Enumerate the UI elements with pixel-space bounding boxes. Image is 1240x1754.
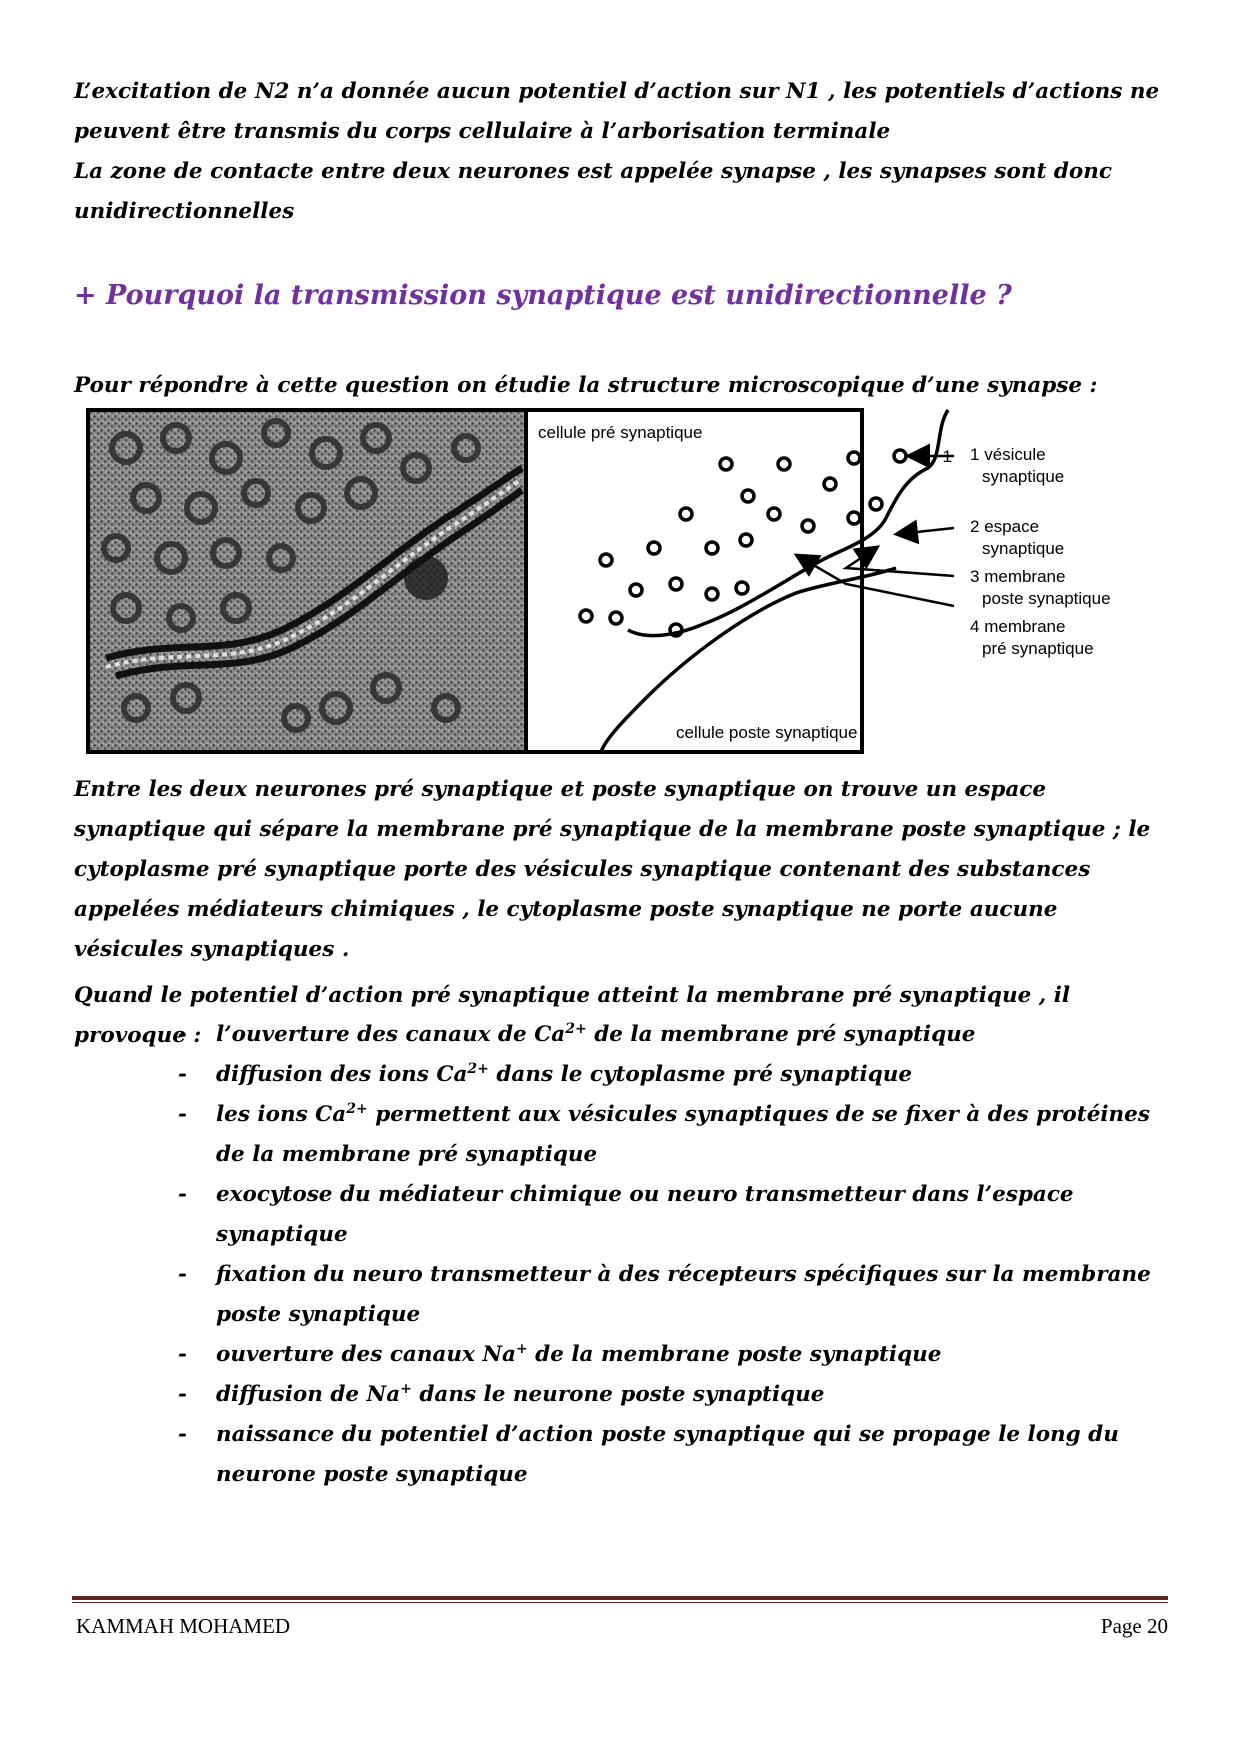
footer-author: KAMMAH MOHAMED xyxy=(76,1614,291,1638)
list-item: - l’ouverture des canaux de $Ca^{2+}$ de la membrane pré synaptique xyxy=(170,1015,1170,1055)
annotation-4: 4 membrane pré synaptique xyxy=(970,617,1094,658)
label-pre-cell: cellule pré synaptique xyxy=(538,423,703,442)
footer-rule xyxy=(72,1596,1168,1603)
intro-paragraph-2: La zone de contacte entre deux neurones est appelée synapse , les synapses sont donc unidirectionnelles xyxy=(74,159,1112,224)
explanation-paragraph: Entre les deux neurones pré synaptique et poste synaptique on trouve un espace synaptique qui sépare la membrane pré synaptique de la membrane poste synaptique ; le cytoplasme pré synaptique porte des vésicules synaptique contenant des substances appelées médiateurs chimiques , le cytoplasme poste synaptique ne porte aucune vésicules synaptiques . xyxy=(74,777,1151,962)
electron-micrograph xyxy=(88,410,526,752)
annotation-3: 3 membrane poste synaptique xyxy=(970,567,1111,608)
annotation-1: 1 vésicule synaptique xyxy=(970,445,1065,486)
list-item: - exocytose du médiateur chimique ou neuro transmetteur dans l’espace synaptique xyxy=(170,1175,1170,1255)
section-title: + Pourquoi la transmission synaptique est unidirectionnelle ? xyxy=(74,280,1012,311)
label-post-cell: cellule poste synaptique xyxy=(676,723,858,742)
list-item: - ouverture des canaux Na+ de la membrane poste synaptique xyxy=(170,1335,1170,1375)
list-item: - fixation du neuro transmetteur à des récepteurs spécifiques sur la membrane poste synaptique xyxy=(170,1255,1170,1335)
steps-list xyxy=(170,1015,1170,1495)
list-item: - les ions $Ca^{2+}$ permettent aux vésicules synaptiques de se fixer à des protéines de la membrane pré synaptique xyxy=(170,1095,1170,1175)
footer-page-number: Page 20 xyxy=(1100,1614,1168,1638)
svg-text:1: 1 xyxy=(942,447,952,466)
question-intro: Pour répondre à cette question on étudie la structure microscopique d’une synapse : xyxy=(74,373,1098,398)
list-item: - diffusion de Na+ dans le neurone poste synaptique xyxy=(170,1375,1170,1415)
synapse-figure xyxy=(86,408,972,754)
list-item: - diffusion des ions $Ca^{2+}$ dans le cytoplasme pré synaptique xyxy=(170,1055,1170,1095)
list-item: - naissance du potentiel d’action poste synaptique qui se propage le long du neurone poste synaptique xyxy=(170,1415,1170,1495)
sequence-intro: Quand le potentiel d’action pré synaptique atteint la membrane pré synaptique , il provoque : xyxy=(74,983,1071,1048)
intro-paragraph-1: L’excitation de N2 n’a donnée aucun potentiel d’action sur N1 , les potentiels d’actions ne peuvent être transmis du corps cellulaire à l’arborisation terminale xyxy=(74,79,1160,144)
annotation-2: 2 espace synaptique xyxy=(970,517,1065,558)
synapse-schematic xyxy=(526,410,948,752)
